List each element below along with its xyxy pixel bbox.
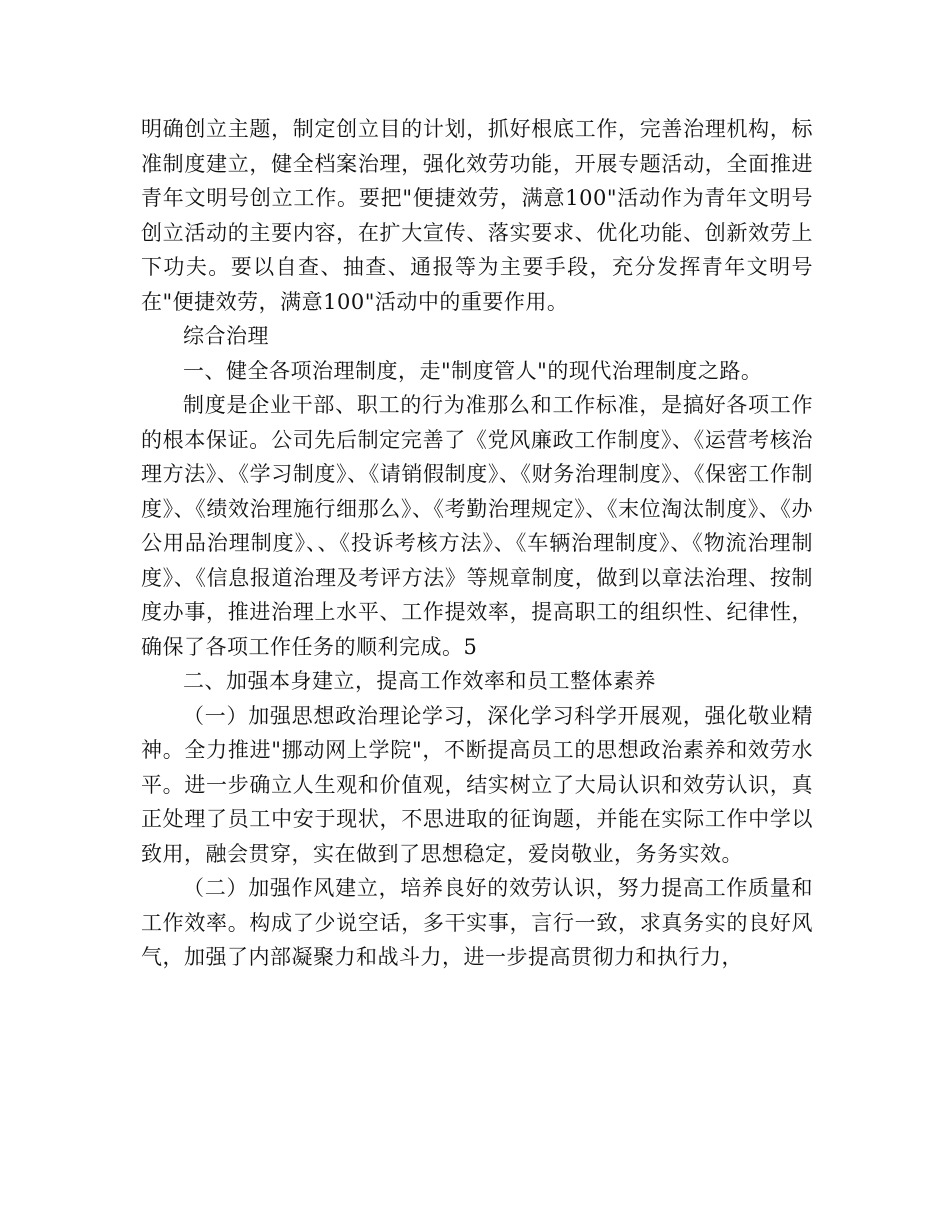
paragraph-item-two: （二）加强作风建立，培养良好的效劳认识，努力提高工作质量和工作效率。构成了少说空话，多干实事，言行一致，求真务实的良好风气，加强了内部凝聚力和战斗力，进一步提高贯彻力和执行力， xyxy=(141,876,813,969)
section-heading-comprehensive-management: 综合治理 xyxy=(183,324,269,348)
subheading-two: 二、加强本身建立，提高工作效率和员工整体素养 xyxy=(183,669,656,693)
document-body xyxy=(141,112,813,975)
subheading-one: 一、健全各项治理制度，走"制度管人"的现代治理制度之路。 xyxy=(183,358,763,383)
paragraph-regulations: 制度是企业干部、职工的行为准那么和工作标准，是搞好各项工作的根本保证。公司先后制定完善了《党风廉政工作制度》、《运营考核治理方法》、《学习制度》、《请销假制度》、《财务治理制度》、《保密工作制度》、《绩效治理施行细那么》、《考勤治理规定》、《末位淘汰制度》、《办公用品治理制度》、、《投诉考核方法》、《车辆治理制度》、《物流治理制度》、《信息报道治理及考评方法》等规章制度，做到以章法治理、按制度办事，推进治理上水平、工作提效率，提高职工的组织性、纪律性，确保了各项工作任务的顺利完成。5 xyxy=(141,393,813,659)
paragraph-intro: 明确创立主题，制定创立目的计划，抓好根底工作，完善治理机构，标准制度建立，健全档案治理，强化效劳功能，开展专题活动，全面推进青年文明号创立工作。要把"便捷效劳，满意100"活动作为青年文明号创立活动的主要内容，在扩大宣传、落实要求、优化功能、创新效劳上下功夫。要以自查、抽查、通报等为主要手段，充分发挥青年文明号在"便捷效劳，满意100"活动中的重要作用。 xyxy=(141,117,813,314)
paragraph-item-one: （一）加强思想政治理论学习，深化学习科学开展观，强化敬业精神。全力推进"挪动网上学院"，不断提高员工的思想政治素养和效劳水平。进一步确立人生观和价值观，结实树立了大局认识和效劳认识，真正处理了员工中安于现状，不思进取的征询题，并能在实际工作中学以致用，融会贯穿，实在做到了思想稳定，爱岗敬业，务务实效。 xyxy=(141,703,813,866)
